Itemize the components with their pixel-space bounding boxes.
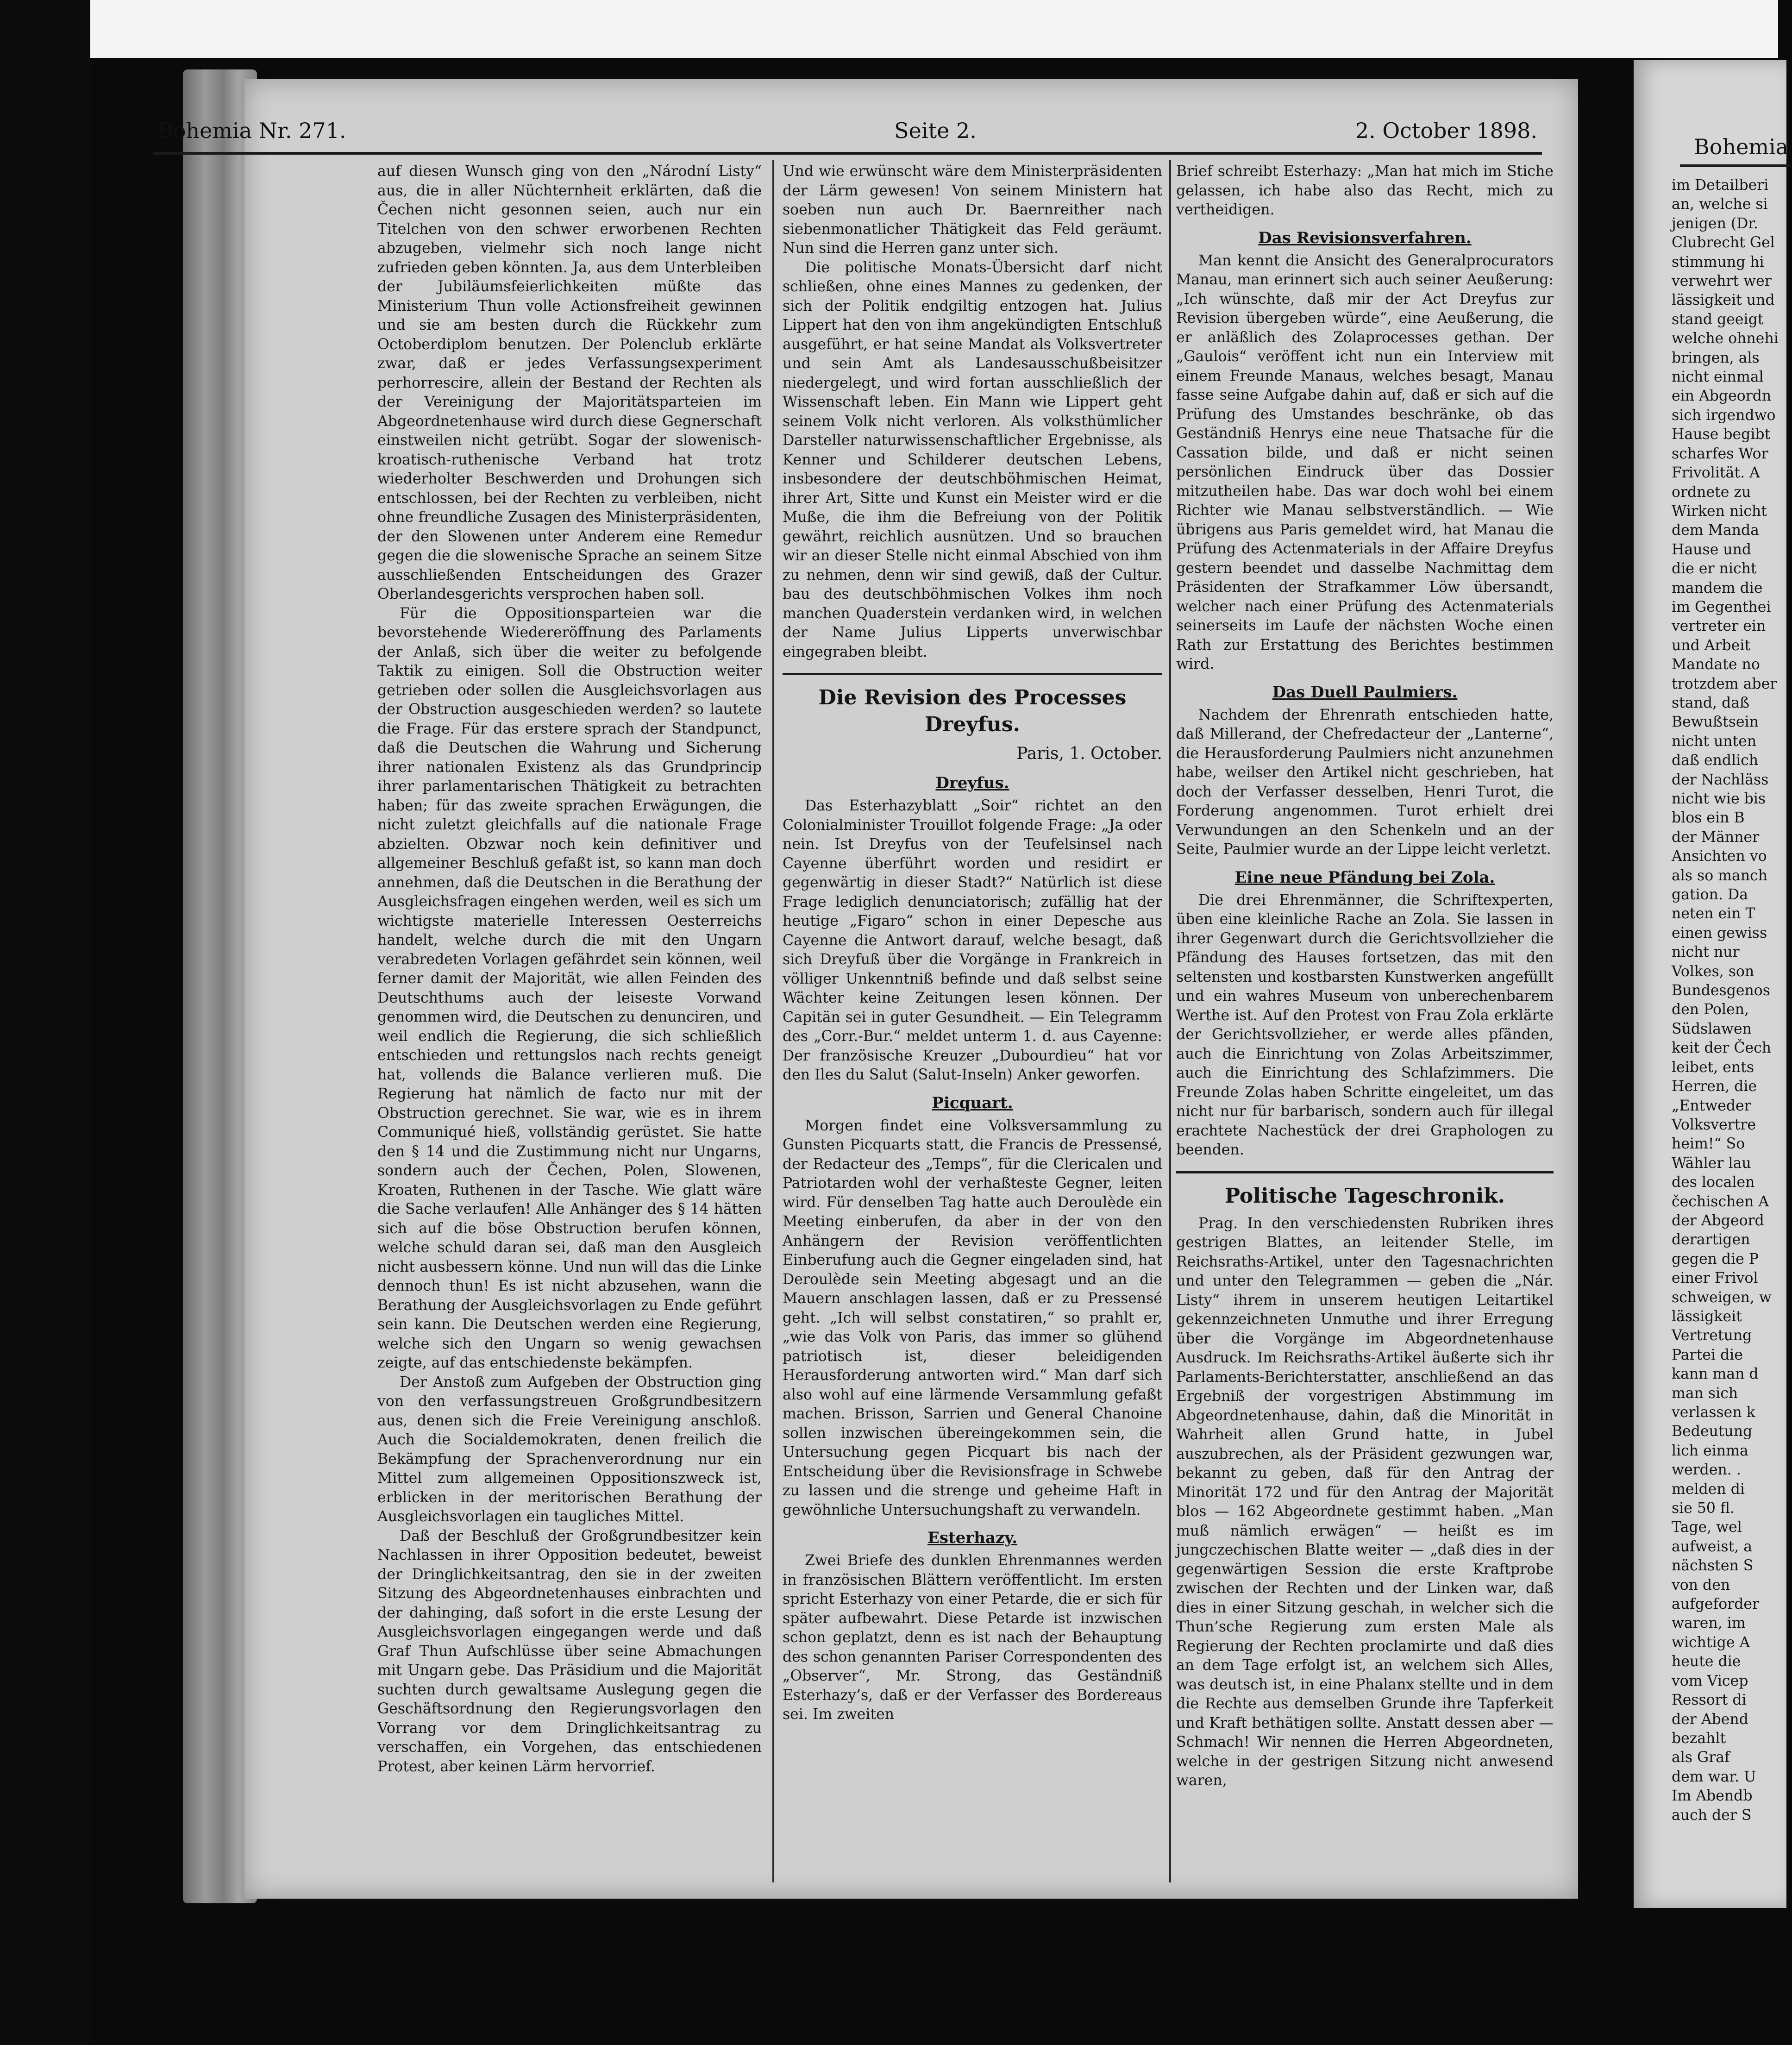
adjacent-page-line: mandem die [1672, 579, 1763, 596]
article-paragraph: Für die Oppositionsparteien war die bevorstehende Wiedereröffnung des Parlaments der Anlaß, sich über die weiter zu befolgende Taktik zu einigen. Soll die Obstruction weiter getrieben oder sollen die Ausgleichsvorlagen aus der Obstruction ausgeschieden werden? so lautete die Frage. Für das erstere sprach der Standpunct, daß die Deutschen die Wahrung und Sicherung ihrer nationalen Existenz als das Grundprincip ihrer parlamentarischen Thätigkeit zu betrachten haben; für das zweite sprachen Erwägungen, die nicht zuletzt gleichfalls auf die nationale Frage abzielten. Obzwar noch kein definitiver und allgemeiner Beschluß gefaßt ist, so kann man doch annehmen, daß die Deutschen in die Berathung der Ausgleichsfragen eingehen werden, weil es sich um wichtigste materielle Interessen Oesterreichs handelt, welche durch die mit den Ungarn verabredeten Vorlagen gefährdet sein können, weil ferner damit der Majorität, wie allen Feinden des Deutschthums auch der leiseste Vorwand genommen wird, die Deutschen zu denunciren, und weil endlich die Regierung, die sich schließlich entschieden und rettungslos nach rechts geneigt hat, vollends die Balance verlieren muß. Die Regierung hat nämlich de facto nur mit der Obstruction gerechnet. Sie war, wie es in ihrem Communiqué hieß, vollständig gerüstet. Sie hatte den § 14 und die Zustimmung nicht nur Ungarns, sondern auch der Čechen, Polen, Slowenen, Kroaten, Ruthenen in der Tasche. Wie glatt wäre die Sache verlaufen! Alle Anhänger des § 14 hätten sich auf die böse Obstruction berufen können, welche schuld daran sei, daß man den Ausgleich nicht ausbessern könne. Und nun will das die Linke dennoch thun! Es ist nicht abzusehen, wann die Berathung der Ausgleichsvorlagen zu Ende geführt sein kann. Die Deutschen werden eine Regierung, welche sich den Ungarn so wenig gewachsen zeigte, auf das entschiedenste bekämpfen. [377, 605, 762, 1371]
subheading: Das Revisionsverfahren. [1258, 228, 1472, 247]
adjacent-page-line: derartigen [1672, 1231, 1750, 1248]
adjacent-page-line: vertreter ein [1672, 618, 1766, 635]
adjacent-page-line: Südslawen [1672, 1020, 1752, 1037]
adjacent-page-line: ein Abgeordn [1672, 388, 1772, 405]
adjacent-page-line: dem Manda [1672, 522, 1759, 539]
article-paragraph: Man kennt die Ansicht des Generalprocurators Manau, man erinnert sich auch seiner Aeußerung: „Ich wünschte, daß mir der Act Dreyfus zur Revision übergeben würde“, eine Aeußerung, die er anläßlich des Zolaprocesses gethan. Der „Gaulois“ veröffent icht nun ein Interview mit einem Freunde Manaus, welches besagt, Manau fasse seine Aufgabe dahin auf, daß er sich auf die Prüfung des Umstandes beschränke, ob das Geständniß Henrys eine neue Thatsache für die Cassation bilde, und daß er nicht seinen persönlichen Eindruck über das Dossier mitzutheilen habe. Das war doch wohl bei einem Richter wie Manau selbstverständlich. — Wie übrigens aus Paris gemeldet wird, hat Manau die Prüfung des Actenmaterials in der Affaire Dreyfus gestern beendet und dasselbe Nachmittag dem Präsidenten der Strafkammer Löw übersandt, welcher nach einer Prüfung des Actenmaterials seinerseits im Laufe der nächsten Woche einen Rath zur Erstattung des Berichtes bestimmen wird. [1176, 252, 1554, 672]
section-heading: Die Revision des Processes Dreyfus. [818, 686, 1127, 736]
article-paragraph: Zwei Briefe des dunklen Ehrenmannes werden in französischen Blättern veröffentlicht. Im ersten spricht Esterhazy von einer Petarde, die er sich für später aufbewahrt. Diese Petarde ist inzwischen schon geplatzt, denn es ist nach der Behauptung des schon genannten Pariser Correspondenten des „Observer“, Mr. Strong, das Geständniß Esterhazy’s, daß er der Verfasser des Bordereaus sei. Im zweiten [783, 1552, 1162, 1723]
adjacent-page-line: der Abgeord [1672, 1212, 1764, 1229]
adjacent-page-line: nicht einmal [1672, 369, 1764, 386]
adjacent-page-line: Vertretung [1672, 1327, 1752, 1344]
article-paragraph: Morgen findet eine Volksversammlung zu Gunsten Picquarts statt, die Francis de Pressensé, der Redacteur des „Temps“, für die Clericalen und Patriotarden wohl der verhaßteste Gegner, leiten wird. Für denselben Tag hatte auch Deroulède ein Meeting einberufen, da aber in der von den Anhängern der Revision veröffentlichten Einberufung auch die Gegner eingeladen sind, hat Deroulède sein Meeting abgesagt und an die Mauern anschlagen lassen, daß er zu Pressensé geht. „Ich will selbst constatiren,“ so prahlt er, „wie das Volk von Paris, das immer so glühend patriotisch ist, dieser beleidigenden Herausforderung antworten wird.“ Man darf sich also wohl auf eine lärmende Versammlung gefaßt machen. Brisson, Sarrien und General Chanoine sollen inzwischen übereingekommen sein, die Untersuchung gegen Picquart bis nach der Entscheidung über die Revisionsfrage in Schwebe zu lassen und die strenge und geheime Haft in gewöhnliche Untersuchungshaft zu verwandeln. [783, 1117, 1162, 1518]
adjacent-page-line: Hause und [1672, 541, 1752, 558]
adjacent-page-line: dem war. U [1672, 1768, 1756, 1785]
article-paragraph: Prag. In den verschiedensten Rubriken ihres gestrigen Blattes, an leitender Stelle, im Reichsraths-Artikel, unter den Tagesnachrichten und unter den Telegrammen — geben die „Nár. Listy“ ihrem in unserem heutigen Leitartikel gekennzeichneten Unmuthe und ihrer Erregung über die Vorgänge im Abgeordnetenhause Ausdruck. Im Reichsraths-Artikel äußerte sich ihr Parlaments-Berichterstatter, anschließend an das Ergebniß der vorgestrigen Abstimmung im Abgeordnetenhause, dahin, daß die Minorität in Wahrheit allen Grund hatte, in Jubel auszubrechen, als der Präsident gezwungen war, bekannt zu geben, daß für den Antrag der Minorität 172 und für den Antrag der Majorität blos — 162 Abgeordnete gestimmt haben. „Man muß nämlich erwägen“ — heißt es im jungczechischen Blatte weiter — „daß dies in der gegenwärtigen Session die erste Kraftprobe zwischen der Rechten und der Linken war, daß dies in einer Sitzung geschah, in welcher sich die Thun’sche Regierung zum ersten Male als Regierung der Rechten proclamirte und daß dies an dem Tage erfolgt ist, an welchem sich Alles, was deutsch ist, in eine Phalanx stellte und in dem die Rechte aus demselben Grunde ihre Tapferkeit und Kraft bethätigen sollte. Anstatt dessen aber — Schmach! Wir nennen die Herren Abgeordneten, welche in der gestrigen Sitzung nicht anwesend waren, [1176, 1215, 1554, 1789]
adjacent-page-line: an, welche si [1672, 196, 1768, 213]
article-paragraph: Brief schreibt Esterhazy: „Man hat mich im Stiche gelassen, ich habe also das Recht, mich zu vertheidigen. [1176, 163, 1554, 218]
adjacent-page-line: die er nicht [1672, 560, 1757, 577]
subheading: Esterhazy. [927, 1529, 1018, 1547]
page-number: Seite 2. [894, 118, 977, 143]
adjacent-page-line: Wähler lau [1672, 1154, 1751, 1172]
adjacent-page-line: blos ein B [1672, 809, 1745, 827]
adjacent-page-line: schweigen, w [1672, 1289, 1772, 1306]
subheading: Dreyfus. [935, 774, 1009, 792]
adjacent-page-line: Partei die [1672, 1346, 1743, 1363]
adjacent-page-line: und Arbeit [1672, 637, 1751, 654]
adjacent-page-line: bringen, als [1672, 349, 1760, 366]
adjacent-page-line: auch der S [1672, 1807, 1752, 1824]
adjacent-page-line: melden di [1672, 1480, 1745, 1498]
subheading: Picquart. [932, 1093, 1013, 1112]
adjacent-page-line: Hause begibt [1672, 426, 1771, 443]
adjacent-page-line: daß endlich [1672, 752, 1759, 769]
adjacent-page-line: stand, daß [1672, 694, 1750, 711]
scanner-backdrop [0, 0, 1778, 58]
article-paragraph: Die drei Ehrenmänner, die Schriftexperten, üben eine kleinliche Rache an Zola. Sie lassen in ihrer Gegenwart durch die Gerichtsvollzieher die Pfändung des Hauses fortsetzen, das mit den seltensten und kostbarsten Kunstwerken angefüllt und ein wahres Museum von unberechenbarem Werthe ist. Auf den Protest von Frau Zola erklärte der Gerichtsvollzieher, er werde alles pfänden, auch die Einrichtung von Zolas Arbeitszimmer, auch die Einrichtung des Schlafzimmers. Die Freunde Zolas haben Schritte eingeleitet, um das nicht nur für barbarisch, sondern auch für illegal erachtete Nachestück der drei Graphologen zu beenden. [1176, 891, 1554, 1158]
adjacent-page-line: sich irgendwo [1672, 407, 1776, 424]
dateline: Paris, 1. October. [1016, 744, 1162, 763]
adjacent-page-line: nächsten S [1672, 1557, 1754, 1575]
adjacent-page-text [1672, 176, 1792, 1825]
adjacent-page-line: stimmung hi [1672, 253, 1764, 270]
article-paragraph: Daß der Beschluß der Großgrundbesitzer kein Nachlassen in ihrer Opposition bedeutet, beweist der Dringlichkeitsantrag, den sie in der zweiten Sitzung des Abgeordnetenhauses einbrachten und der dahinging, daß sofort in die erste Lesung der Ausgleichsvorlagen eingegangen werde und daß Graf Thun Aufschlüsse über seine Abmachungen mit Ungarn gebe. Das Präsidium und die Majorität suchten durch gewaltsame Auslegung gegen die Geschäftsordnung den Regierungsvorlagen den Vorrang vor dem Dringlichkeitsantrag zu verschaffen, ein Vorgehen, das entschiedenen Protest, aber keinen Lärm hervorrief. [377, 1527, 762, 1775]
column-3 [1176, 162, 1554, 1866]
adjacent-page-line: heute die [1672, 1653, 1741, 1670]
adjacent-page-line: nicht nur [1672, 944, 1740, 961]
adjacent-page-line: Tage, wel [1672, 1519, 1742, 1536]
adjacent-page-line: Ansichten vo [1672, 848, 1767, 865]
article-paragraph: auf diesen Wunsch ging von den „Národní Listy“ aus, die in aller Nüchternheit erklärten, daß die Čechen nicht gesonnen seien, auch nur ein Titelchen von den schwer erworbenen Rechten abzugeben, vielmehr sich noch lange nicht zufrieden geben könnten. Ja, aus dem Unterbleiben der Jubiläumsfeierlichkeiten müßte das Ministerium Thun volle Actionsfreiheit gewinnen und sie am besten durch die Rückkehr zum Octoberdiplom benutzen. Der Polenclub erklärte zwar, daß er jedes Verfassungsexperiment perhorrescire, allein der Bestand der Rechten als der Vereinigung der Majoritätsparteien im Abgeordnetenhause wird durch diese Gegnerschaft einstweilen nicht getrübt. Sogar der slowenisch-kroatisch-ruthenische Verband hat trotz wiederholter Beschwerden und Drohungen sich entschlossen, bei der Rechten zu verbleiben, nicht ohne freundliche Zusagen des Ministerpräsidenten, der den Slowenen unter Anderem eine Remedur gegen die die slowenische Sprache an seinem Sitze ausschließenden Entscheidungen des Grazer Oberlandesgerichts versprochen haben soll. [377, 163, 762, 602]
column-2 [783, 162, 1162, 1866]
adjacent-page-line: Clubrecht Gel [1672, 234, 1775, 251]
section-rule [783, 673, 1162, 675]
adjacent-page-line: der Männer [1672, 828, 1760, 846]
scanner-backdrop-edge [1343, 0, 1426, 58]
adjacent-page-line: Bundesgenos [1672, 982, 1770, 999]
article-paragraph: Die politische Monats-Übersicht darf nicht schließen, ohne eines Mannes zu gedenken, der sich der Politik endgiltig entzogen hat. Julius Lippert hat den von ihm angekündigten Entschluß ausgeführt, er hat seine Mandat als Volksvertreter und sein Amt als Landesausschußbeisitzer niedergelegt, und wird fortan ausschließlich der Wissenschaft leben. Ein Mann wie Lippert geht seinem Volk nicht verloren. Als volksthümlicher Darsteller naturwissenschaftlicher Ergebnisse, als Kenner und Schilderer deutschen Lebens, insbesondere der deutschböhmischen Heimat, ihrer Art, Sitte und Kunst ein Meister wird er die Muße, die ihm die Befreiung von der Politik gewährt, reichlich ausnützen. Und so brauchen wir an dieser Stelle nicht einmal Abschied von ihm zu nehmen, denn wir sind gewiß, daß der Cultur. bau des deutschböhmischen Volkes ihm noch manchen Quaderstein verdanken wird, in welchen der Name Julius Lipperts unverwischbar eingegraben bleibt. [783, 259, 1162, 660]
adjacent-page-line: Herren, die [1672, 1078, 1757, 1095]
adjacent-page-line: der Nachläss [1672, 771, 1769, 788]
adjacent-page-line: sie 50 fl. [1672, 1500, 1735, 1517]
adjacent-page-line: Volkes, son [1672, 963, 1754, 980]
adjacent-page-line: von den [1672, 1576, 1730, 1593]
adjacent-page-line: keit der Čech [1672, 1040, 1772, 1057]
column-1 [377, 162, 762, 1866]
adjacent-page-line: Im Abendb [1672, 1788, 1753, 1805]
adjacent-page-line: verwehrt wer [1672, 273, 1772, 290]
adjacent-page-line: als Graf [1672, 1749, 1730, 1766]
adjacent-page-line: den Polen, [1672, 1001, 1749, 1018]
adjacent-page-line: einer Frivol [1672, 1270, 1758, 1287]
adjacent-page-line: nicht unten [1672, 733, 1757, 750]
article-paragraph: Das Esterhazyblatt „Soir“ richtet an den Colonialminister Trouillot folgende Frage: „Ja oder nein. Ist Dreyfus von der Teufelsinsel nach Cayenne überführt worden und residirt er gegenwärtig in dieser Stadt?“ Natürlich ist diese Frage lediglich denunciatorisch; zufällig hat der heutige „Figaro“ schon in einer Depesche aus Cayenne die Antwort darauf, welche besagt, daß sich Dreyfuß über die Vorgänge in Frankreich in völliger Unkenntniß befinde und daß selbst seine Wächter keine Zeitungen lesen können. Der Capitän sei in guter Gesundheit. — Ein Telegramm des „Corr.-Bur.“ meldet unterm 1. d. aus Cayenne: Der französische Kreuzer „Dubourdieu“ hat vor den Iles du Salut (Salut-Inseln) Anker geworfen. [783, 797, 1162, 1083]
issue-date: 2. October 1898. [1355, 118, 1537, 143]
newspaper-title: Bohemia Nr. 271. [157, 118, 346, 143]
adjacent-page-line: bezahlt [1672, 1730, 1726, 1747]
adjacent-header-rule [1680, 164, 1791, 167]
adjacent-page-line: Mandate no [1672, 656, 1760, 673]
adjacent-page-line: welche ohnehi [1672, 330, 1779, 347]
adjacent-page-line: Bewußtsein [1672, 714, 1759, 731]
adjacent-page-line: trotzdem aber [1672, 675, 1777, 692]
adjacent-page-line: des localen [1672, 1174, 1755, 1191]
adjacent-page-line: Ressort di [1672, 1692, 1747, 1709]
adjacent-page-line: im Gegenthei [1672, 598, 1771, 615]
scan-border [0, 0, 90, 2045]
adjacent-page-line: stand geeigt [1672, 311, 1764, 328]
page-header [157, 113, 1537, 151]
adjacent-page-line: „Entweder [1672, 1097, 1751, 1114]
adjacent-page-line: Volksvertre [1672, 1116, 1756, 1133]
column-rule-1 [772, 160, 774, 1882]
adjacent-page-line: aufgeforder [1672, 1596, 1760, 1613]
adjacent-page-line: Wirken nicht [1672, 502, 1767, 520]
adjacent-page-line: einen gewiss [1672, 924, 1767, 941]
section-heading: Politische Tageschronik. [1225, 1184, 1505, 1208]
adjacent-page-line: im Detailberi [1672, 177, 1769, 194]
article-paragraph: Der Anstoß zum Aufgeben der Obstruction ging von den verfassungstreuen Großgrundbesitzern aus, denen sich die Freie Vereinigung anschloß. Auch die Socialdemokraten, denen freilich die Bekämpfung der Sprachenverordnung nur ein Mittel zum allgemeinen Oppositionszweck ist, erblicken in der meritorischen Berathung der Ausgleichsvorlagen ein taugliches Mittel. [377, 1374, 762, 1525]
adjacent-page-line: Bedeutung [1672, 1423, 1753, 1440]
adjacent-page-title: Bohemia [1694, 134, 1789, 159]
adjacent-page-line: wichtige A [1672, 1634, 1750, 1651]
adjacent-page-line: heim!“ So [1672, 1135, 1745, 1153]
adjacent-page [1634, 60, 1789, 1908]
adjacent-page-line: lässigkeit und [1672, 292, 1775, 309]
subheading: Eine neue Pfändung bei Zola. [1234, 868, 1495, 887]
adjacent-page-line: als so manch [1672, 867, 1768, 884]
adjacent-page-line: ordnete zu [1672, 483, 1751, 501]
adjacent-page-line: Frivolität. A [1672, 464, 1760, 482]
adjacent-page-line: der Abend [1672, 1711, 1748, 1728]
adjacent-page-line: čechischen A [1672, 1193, 1769, 1210]
article-paragraph: Nachdem der Ehrenrath entschieden hatte, daß Millerand, der Chefredacteur der „Lanterne“, die Herausforderung Paulmiers nicht anzunehmen habe, weilser den Artikel nicht geschrieben, hat doch der Verfasser desselben, Henri Turot, die Forderung angenommen. Turot erhielt drei Verwundungen an den Schenkeln und an der Seite, Paulmier wurde an der Lippe leicht verletzt. [1176, 706, 1554, 858]
header-rule [153, 152, 1542, 155]
adjacent-page-line: vom Vicep [1672, 1672, 1748, 1689]
column-rule-2 [1169, 160, 1171, 1882]
adjacent-page-line: gation. Da [1672, 886, 1748, 903]
adjacent-page-line: scharfes Wor [1672, 445, 1768, 462]
adjacent-page-line: waren, im [1672, 1615, 1746, 1632]
adjacent-page-line: lässigkeit [1672, 1308, 1742, 1325]
adjacent-page-line: jenigen (Dr. [1672, 215, 1759, 232]
adjacent-page-line: werden. . [1672, 1462, 1741, 1479]
article-paragraph: Und wie erwünscht wäre dem Ministerpräsidenten der Lärm gewesen! Von seinem Ministern hat soeben nun auch Dr. Baernreither nach siebenmonatlicher Thätigkeit das Feld geräumt. Nun sind die Herren ganz unter sich. [783, 163, 1162, 257]
adjacent-page-line: neten ein T [1672, 905, 1755, 922]
adjacent-page-line: leibet, ents [1672, 1059, 1754, 1076]
adjacent-page-line: kann man d [1672, 1366, 1759, 1383]
adjacent-page-line: aufweist, a [1672, 1538, 1753, 1555]
adjacent-page-line: nicht wie bis [1672, 790, 1766, 807]
section-rule [1176, 1171, 1554, 1173]
adjacent-page-line: man sich [1672, 1385, 1738, 1402]
adjacent-page-line: lich einma [1672, 1442, 1748, 1459]
adjacent-page-line: verlassen k [1672, 1404, 1755, 1421]
subheading: Das Duell Paulmiers. [1272, 683, 1458, 702]
adjacent-page-line: gegen die P [1672, 1250, 1759, 1267]
